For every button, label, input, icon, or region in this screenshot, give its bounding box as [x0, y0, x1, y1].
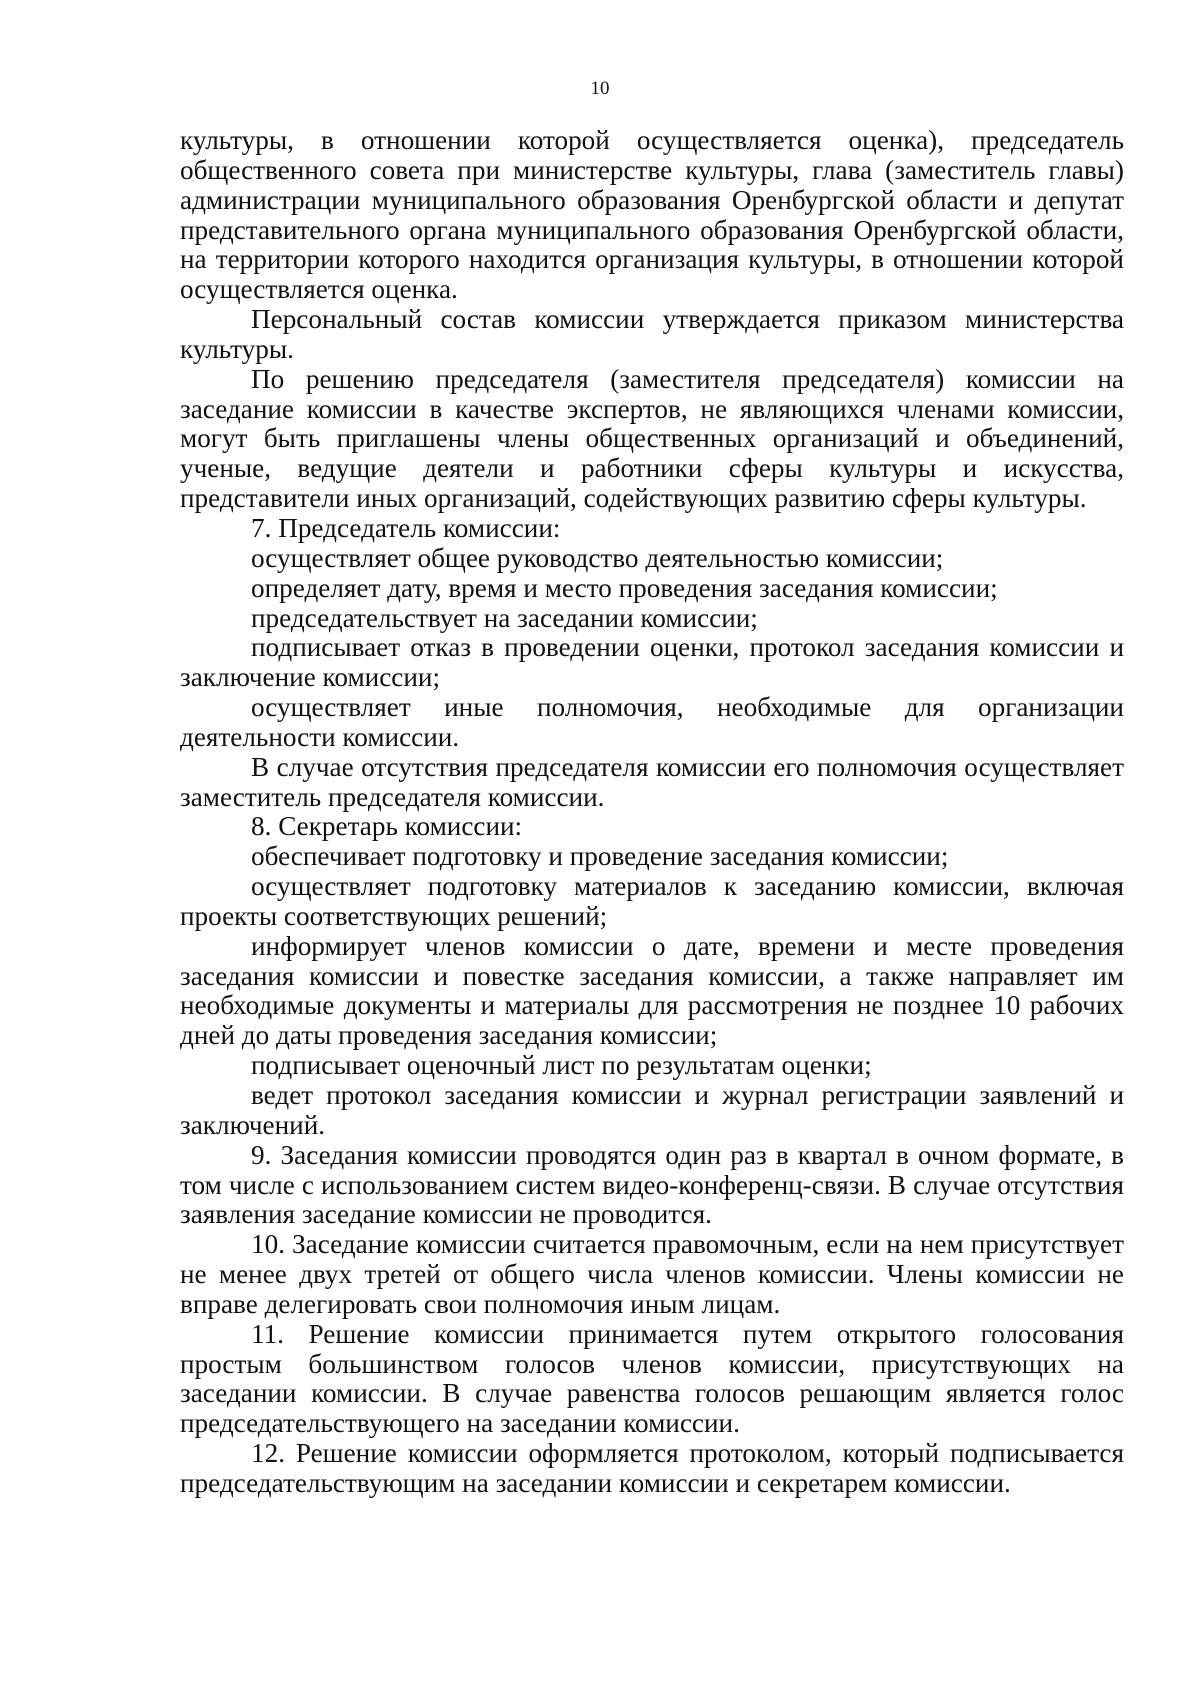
document-body	[180, 126, 1124, 1499]
list-item: подписывает отказ в проведении оценки, протокол заседания комиссии и заключение комиссии;	[180, 632, 1124, 693]
list-item: информирует членов комиссии о дате, времени и месте проведения заседания комиссии и повестке заседания комиссии, а также направляет им необходимые документы и материалы для рассмотрения не позднее 10 рабочих дней до даты проведения заседания комиссии;	[180, 930, 1124, 1051]
paragraph: В случае отсутствия председателя комиссии его полномочия осуществляет заместитель председателя комиссии.	[180, 751, 1124, 812]
list-item: осуществляет общее руководство деятельностью комиссии;	[251, 542, 944, 573]
section-heading: 8. Секретарь комиссии:	[251, 811, 523, 842]
paragraph: 9. Заседания комиссии проводятся один раз в квартал в очном формате, в том числе с использованием систем видео-конференц-связи. В случае отсутствия заявления заседание комиссии не проводится.	[180, 1139, 1124, 1230]
list-item: обеспечивает подготовку и проведение заседания комиссии;	[251, 841, 949, 872]
list-item: ведет протокол заседания комиссии и журнал регистрации заявлений и заключений.	[180, 1080, 1124, 1140]
list-item: осуществляет подготовку материалов к заседанию комиссии, включая проекты соответствующих решений;	[180, 871, 1124, 931]
list-item: определяет дату, время и место проведения заседания комиссии;	[251, 572, 998, 603]
paragraph: культуры, в отношении которой осуществляется оценка), председатель общественного совета при министерстве культуры, глава (заместитель главы) администрации муниципального образования Оренбургской области и депутат представительного органа муниципального образования Оренбургской области, на территории которого находится организация культуры, в отношении которой осуществляется оценка.	[180, 125, 1124, 305]
list-item: осуществляет иные полномочия, необходимые для организации деятельности комиссии.	[180, 692, 1124, 752]
section-heading: 7. Председатель комиссии:	[251, 512, 561, 543]
paragraph: 11. Решение комиссии принимается путем открытого голосования простым большинством голосов членов комиссии, присутствующих на заседании комиссии. В случае равенства голосов решающим является голос председательствующего на заседании комиссии.	[180, 1318, 1124, 1439]
paragraph: 12. Решение комиссии оформляется протоколом, который подписывается председательствующим на заседании комиссии и секретарем комиссии.	[180, 1438, 1124, 1498]
list-item: председательствует на заседании комиссии;	[251, 602, 758, 633]
paragraph: По решению председателя (заместителя председателя) комиссии на заседание комиссии в качестве экспертов, не являющихся членами комиссии, могут быть приглашены члены общественных организаций и объединений, ученые, ведущие деятели и работники сферы культуры и искусства, представители иных организаций, содействующих развитию сферы культуры.	[180, 363, 1124, 514]
list-item: подписывает оценочный лист по результатам оценки;	[251, 1050, 872, 1081]
page-number: 10	[590, 78, 610, 99]
paragraph: Персональный состав комиссии утверждается приказом министерства культуры.	[180, 304, 1124, 364]
paragraph: 10. Заседание комиссии считается правомочным, если на нем присутствует не менее двух третей от общего числа членов комиссии. Члены комиссии не вправе делегировать свои полномочия иным лицам.	[180, 1229, 1124, 1319]
